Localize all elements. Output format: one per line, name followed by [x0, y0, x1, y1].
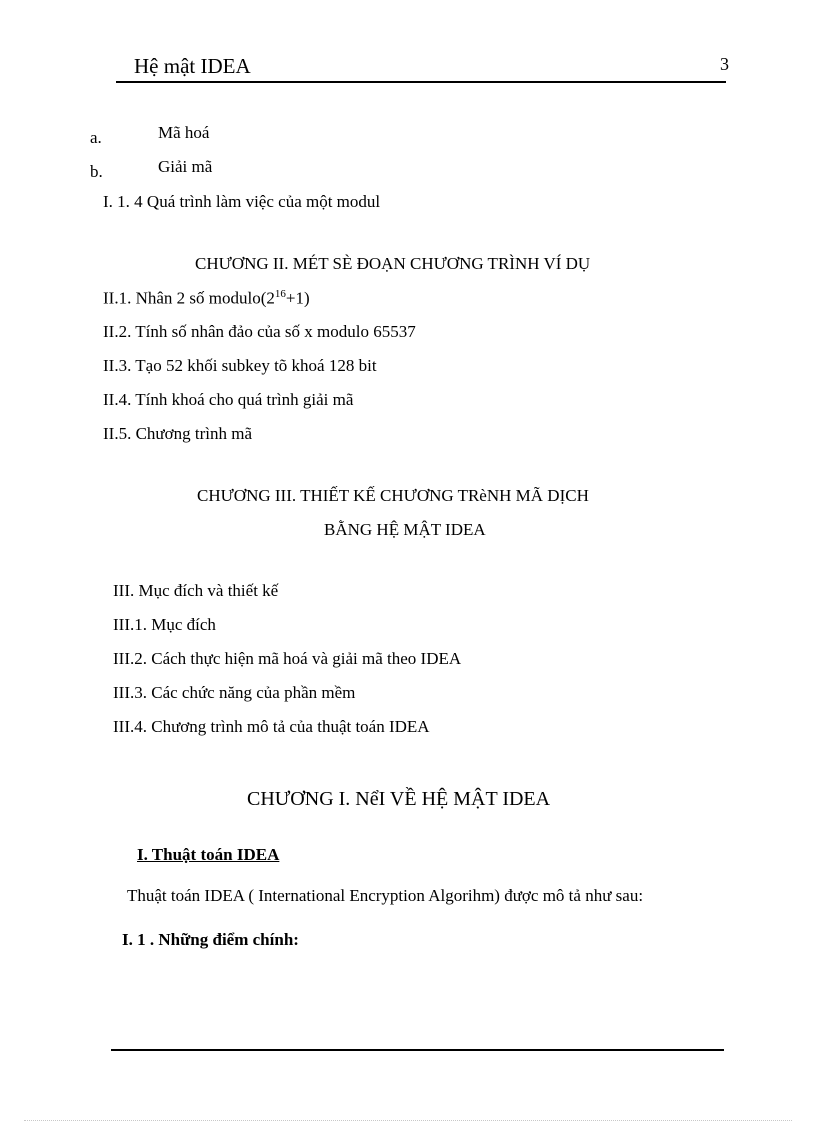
chapter3-title-line1: CHƯƠNG III. THIẾT KẾ CHƯƠNG TRèNH MÃ DỊCH [197, 486, 589, 505]
footer-rule [111, 1049, 724, 1051]
chapter3-title-line2: BẰNG HỆ MẬT IDEA [324, 520, 486, 539]
header-rule [116, 81, 726, 83]
page-edge-divider [24, 1120, 792, 1121]
subsection-1-1-title: I. 1 . Những điểm chính: [122, 930, 299, 949]
toc-c2-item4: II.4. Tính khoá cho quá trình giải mã [103, 390, 354, 409]
header-title: Hệ mật IDEA [134, 54, 251, 78]
list-marker-b: b. [90, 162, 103, 181]
toc-c2-item2: II.2. Tính số nhân đảo của số x modulo 65537 [103, 322, 416, 341]
c2-item1-prefix: II.1. Nhân 2 số modulo(2 [103, 288, 275, 308]
toc-c2-item5: II.5. Chương trình mã [103, 424, 252, 443]
toc-c2-item1 [103, 288, 310, 309]
c2-item1-suffix: +1) [285, 288, 310, 308]
toc-c3-item2: III.2. Cách thực hiện mã hoá và giải mã theo IDEA [113, 649, 462, 668]
toc-item-encrypt: Mã hoá [158, 123, 210, 142]
toc-c3-item1: III.1. Mục đích [113, 615, 216, 634]
chapter1-title: CHƯƠNG I. NểI VỀ HỆ MẬT IDEA [247, 788, 551, 810]
intro-paragraph: Thuật toán IDEA ( International Encryption Algorihm) được mô tả như sau: [127, 886, 644, 905]
section1-title: I. Thuật toán IDEA [137, 845, 280, 864]
toc-c3-item3: III.3. Các chức năng của phần mềm [113, 683, 356, 702]
toc-c3-item4: III.4. Chương trình mô tả của thuật toán IDEA [113, 717, 430, 736]
page-number: 3 [720, 54, 729, 74]
toc-item-decrypt: Giải mã [158, 157, 213, 176]
chapter2-title: CHƯƠNG II. MÉT SÈ ĐOẠN CHƯƠNG TRÌNH VÍ DỤ [195, 254, 591, 273]
list-marker-a: a. [90, 128, 102, 147]
toc-c2-item3: II.3. Tạo 52 khối subkey tõ khoá 128 bit [103, 356, 377, 375]
toc-c3-intro: III. Mục đích và thiết kế [113, 581, 279, 600]
toc-section-1-1-4: I. 1. 4 Quá trình làm việc của một modul [103, 192, 381, 211]
c2-item1-exponent: 16 [274, 288, 286, 300]
